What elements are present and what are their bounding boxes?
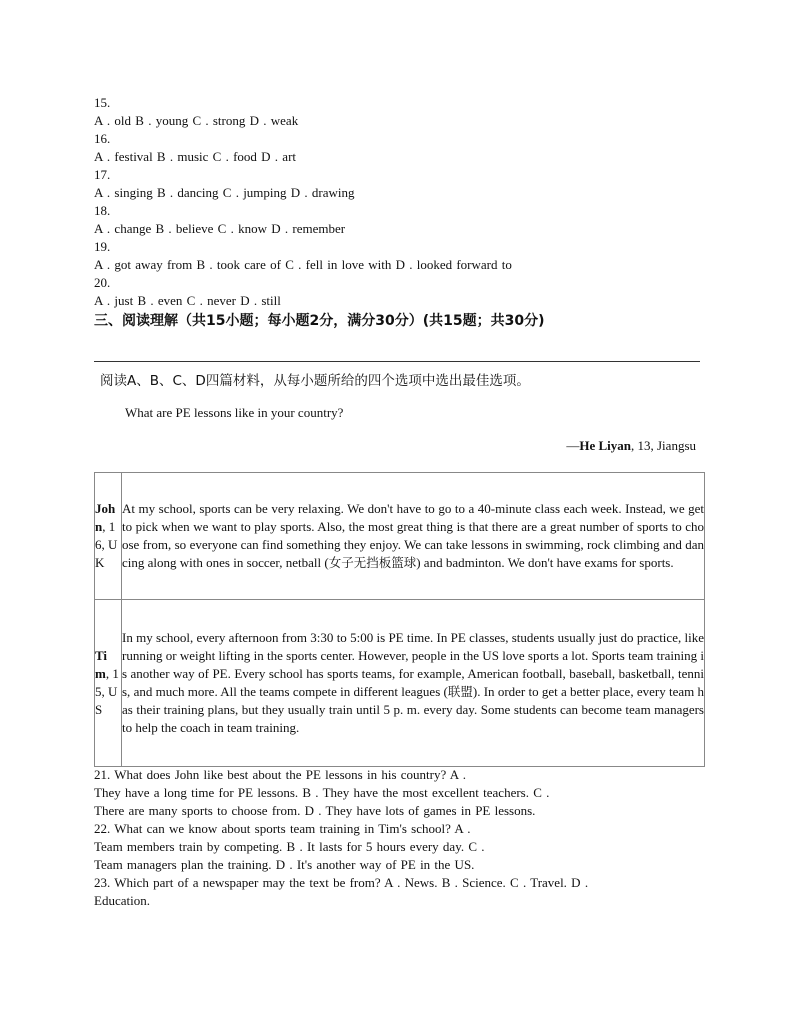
question-20-number: 20. — [94, 275, 111, 290]
author-dash: — — [566, 438, 580, 453]
post-text-gloss: 女子无挡板篮球 — [328, 555, 417, 570]
question-15-options: A . old B . young C . strong D . weak — [94, 113, 299, 128]
question-22-stem: 22. What can we know about sports team training in Tim's school? A . — [94, 821, 471, 836]
question-18-options: A . change B . believe C . know D . remember — [94, 221, 346, 236]
question-23-stem: 23. Which part of a newspaper may the text be from? A . News. B . Science. C . Travel. D . — [94, 875, 589, 890]
question-21-options-2: There are many sports to choose from. D . They have lots of games in PE lessons. — [94, 803, 536, 818]
section-heading: 三、阅读理解（共15小题；每小题2分，满分30分）(共15题；共30分) — [94, 313, 545, 329]
posts-table — [94, 472, 705, 767]
post-text-end: ). In order to get a better place, every team has their training plans, but they usually train until 5 p. m. every day. Some students can become team managers to help the coach in team training. — [122, 684, 704, 735]
post-author-name: Tim — [95, 648, 108, 681]
question-20-options: A . just B . even C . never D . still — [94, 293, 281, 308]
question-22-options-2: Team managers plan the training. D . It's another way of PE in the US. — [94, 857, 475, 872]
post-text-end: ) and badminton. We don't have exams for sports. — [416, 555, 674, 570]
question-21-stem: 21. What does John like best about the PE lessons in his country? A . — [94, 767, 466, 782]
passage-author — [566, 438, 696, 454]
post-author-cell — [95, 600, 122, 767]
table-row — [95, 473, 705, 600]
question-22-options-1: Team members train by competing. B . It lasts for 5 hours every day. C . — [94, 839, 485, 854]
section-instruction: 阅读A、B、C、D四篇材料，从每小题所给的四个选项中选出最佳选项。 — [100, 373, 530, 389]
question-21-options-1: They have a long time for PE lessons. B . They have the most excellent teachers. C . — [94, 785, 550, 800]
post-author-cell — [95, 473, 122, 600]
post-text-cell — [122, 473, 705, 600]
post-text-cell — [122, 600, 705, 767]
question-16-number: 16. — [94, 131, 111, 146]
table-row — [95, 600, 705, 767]
question-19-options: A . got away from B . took care of C . fell in love with D . looked forward to — [94, 257, 512, 272]
passage-question: What are PE lessons like in your country? — [125, 405, 344, 420]
post-text-gloss: 联盟 — [447, 684, 473, 699]
divider — [94, 361, 700, 362]
question-17-number: 17. — [94, 167, 111, 182]
question-18-number: 18. — [94, 203, 111, 218]
question-17-options: A . singing B . dancing C . jumping D . drawing — [94, 185, 355, 200]
post-text: At my school, sports can be very relaxing. We don't have to go to a 40-minute class each week. Instead, we get to pick when we want to play sports. Also, the most great thing is that there are a great number of sports to choose from, so everyone can find something they enjoy. We can take lessons in swimming, rock climbing and dancing along with ones in soccer, netball ( — [122, 501, 704, 570]
author-name: He Liyan — [579, 438, 631, 453]
question-19-number: 19. — [94, 239, 111, 254]
question-23-options-end: Education. — [94, 893, 150, 908]
post-author-name: John — [95, 501, 116, 534]
question-16-options: A . festival B . music C . food D . art — [94, 149, 297, 164]
question-15-number: 15. — [94, 95, 111, 110]
post-author-details: , 15, US — [95, 666, 119, 717]
author-details: , 13, Jiangsu — [631, 438, 696, 453]
post-author-details: , 16, UK — [95, 519, 118, 570]
post-text: In my school, every afternoon from 3:30 to 5:00 is PE time. In PE classes, students usually just do practice, like running or weight lifting in the sports center. However, people in the US love sports a lot. Sports team training is another way of PE. Every school has sports teams, for example, American football, baseball, basketball, tennis, and much more. All the teams compete in different leagues ( — [122, 630, 704, 699]
